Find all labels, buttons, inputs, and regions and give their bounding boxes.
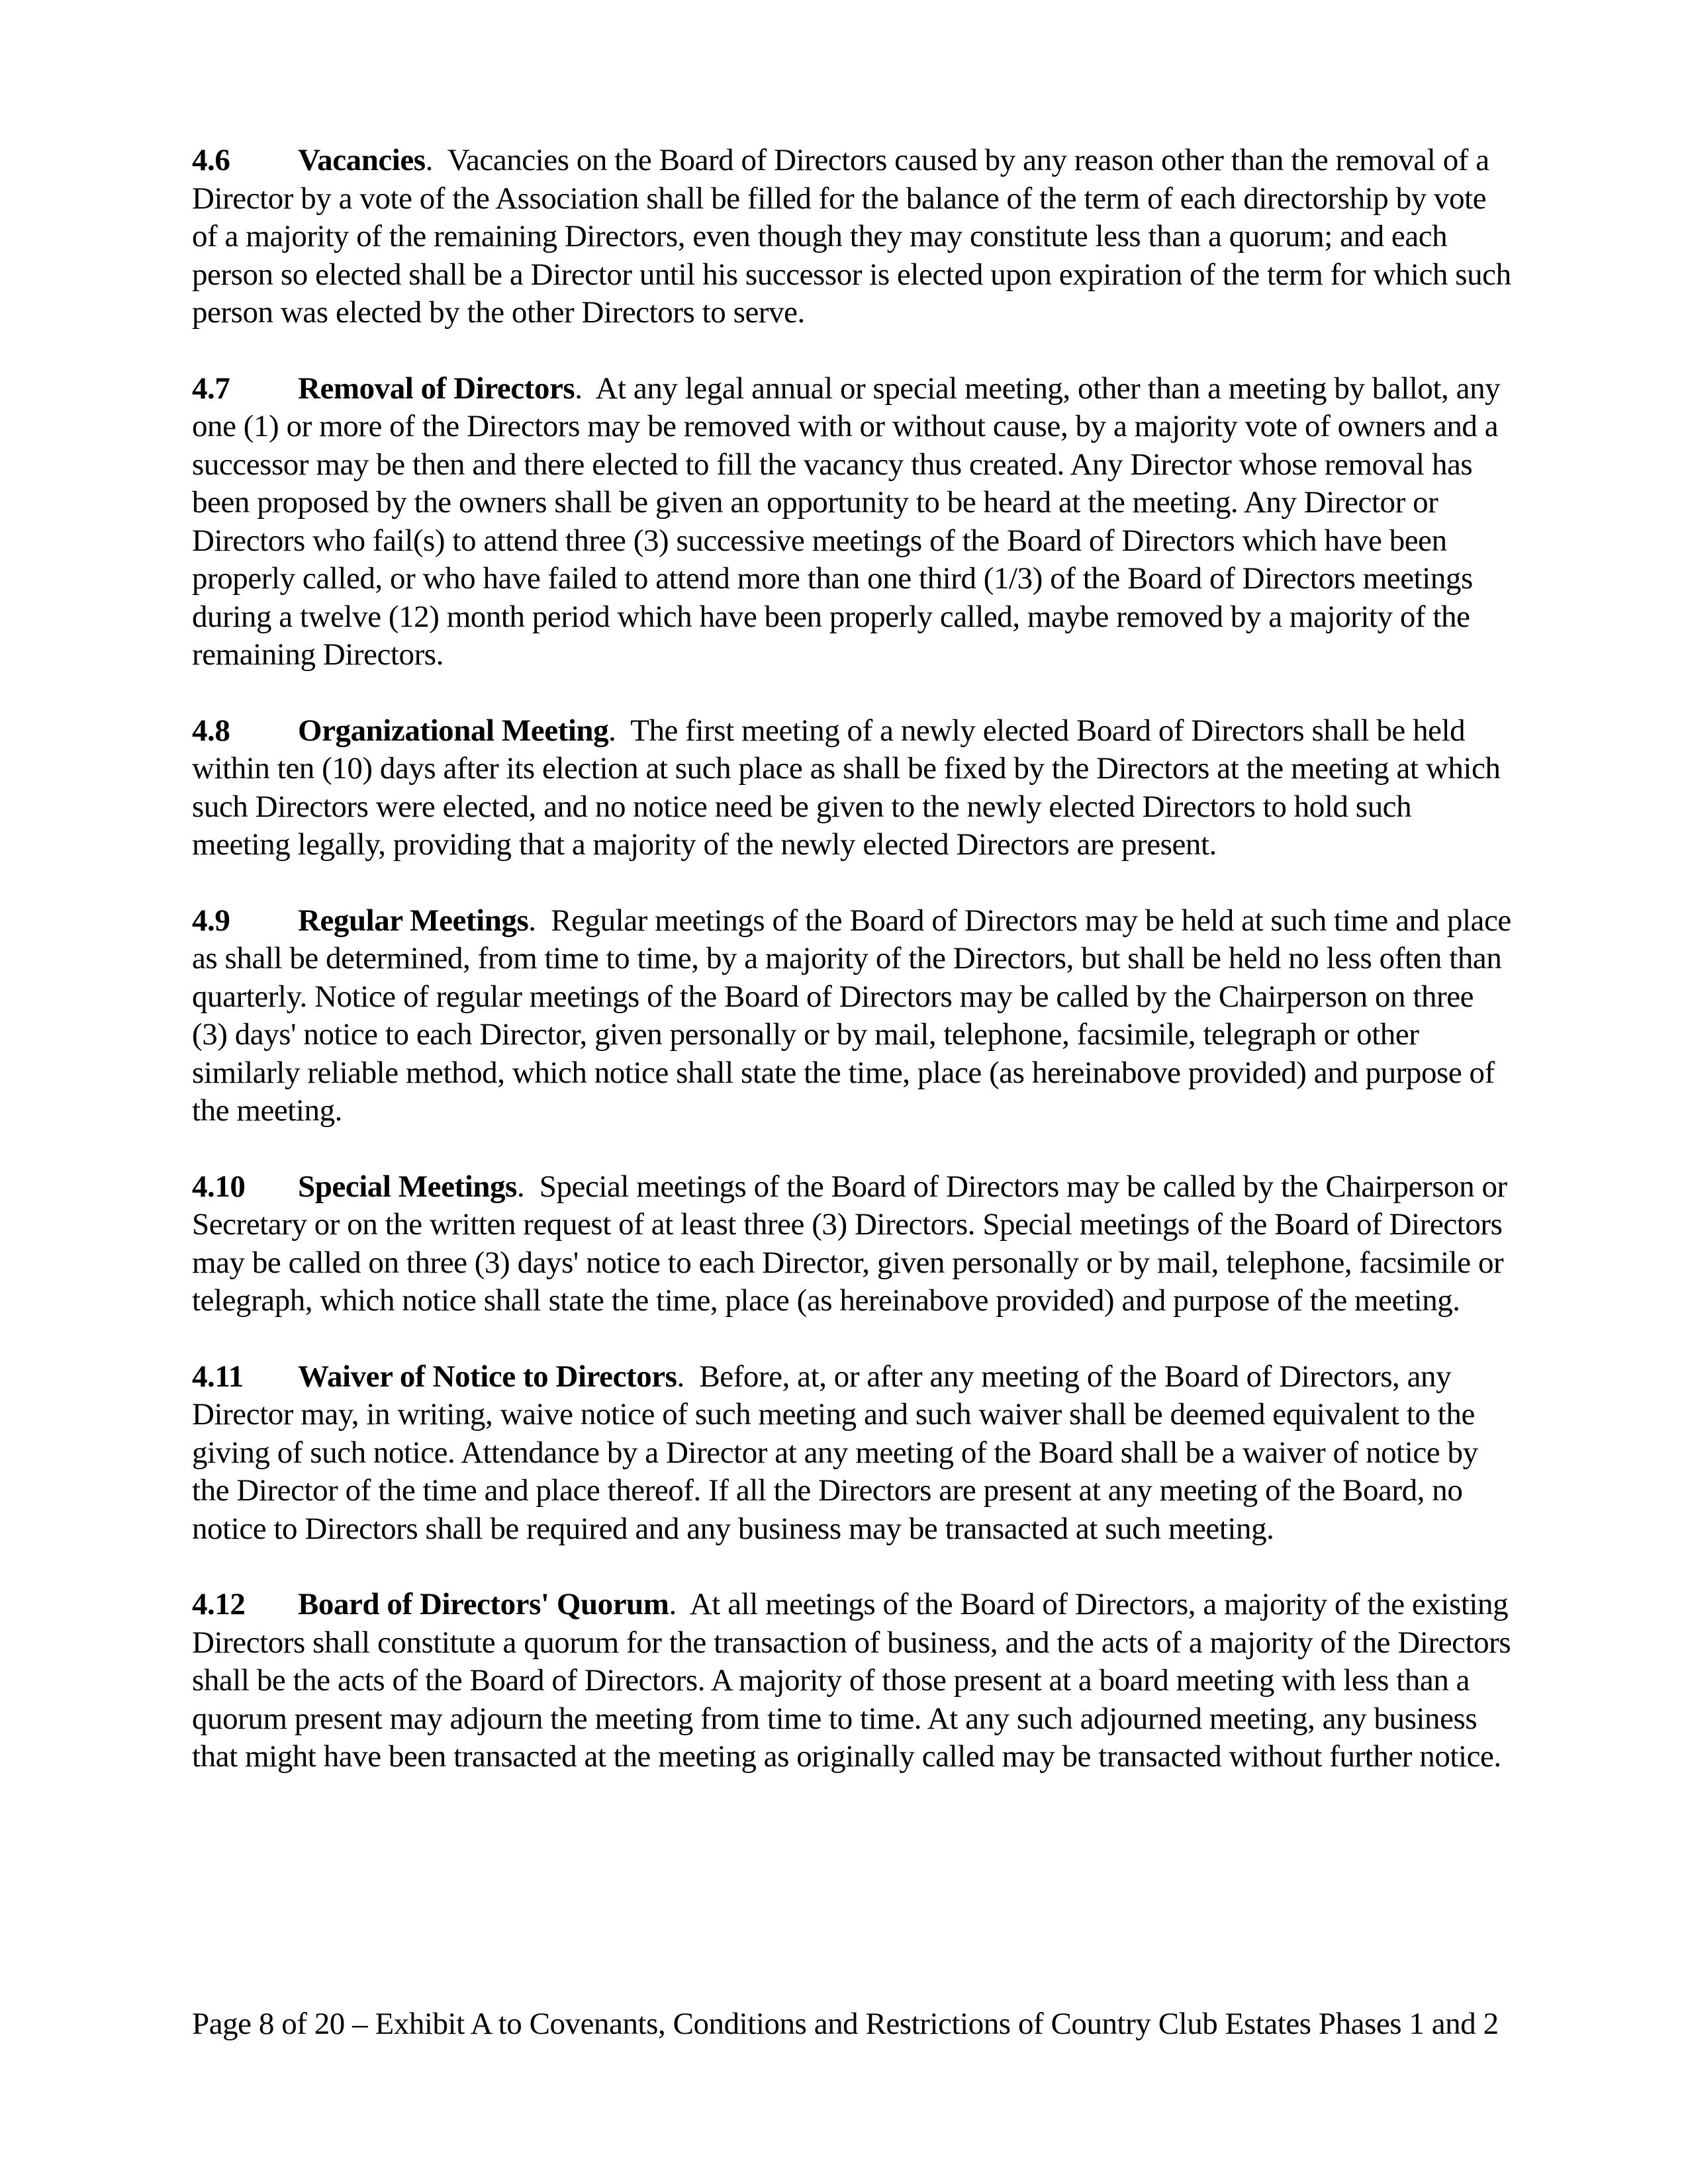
section-text: At all meetings of the Board of Directors, a majority of the existing Directors shall constitute a quorum for the transaction of business, and the acts of a majority of the Directors shall be the acts of the Board of Directors. A majority of those present at a board meeting with less than a quorum present may adjourn the meeting from time to time. At any such adjourned meeting, any business that might have been transacted at the meeting as originally called may be transacted without further notice. (192, 1587, 1511, 1774)
section-number: 4.11 (192, 1359, 244, 1394)
section-text: At any legal annual or special meeting, other than a meeting by ballot, any one (1) or more of the Directors may be removed with or without cause, by a majority vote of owners and a successor may be then and there elected to fill the vacancy thus created. Any Director whose removal has been proposed by the owners shall be given an opportunity to be heard at the meeting. Any Director or Directors who fail(s) to attend three (3) successive meetings of the Board of Directors which have been properly called, or who have failed to attend more than one third (1/3) of the Board of Directors meetings during a twelve (12) month period which have been properly called, maybe removed by a majority of the remaining Directors. (192, 371, 1501, 672)
section-number: 4.6 (192, 143, 230, 177)
section-heading: Special Meetings (298, 1169, 517, 1204)
section-heading: Organizational Meeting (298, 713, 609, 748)
section-text: Vacancies on the Board of Directors caused by any reason other than the removal of a Director by a vote of the Association shall be filled for the balance of the term of each directorship by vote of a majority of the remaining Directors, even though they may constitute less than a quorum; and each person so elected shall be a Director until his successor is elected upon expiration of the term for which such person was elected by the other Directors to serve. (192, 143, 1511, 330)
section-4-7: 4.7 Removal of Directors. At any legal annual or special meeting, other than a meeting by ballot, any one (1) or more of the Directors may be removed with or without cause, by a majority vote of owners and a successor may be then and there elected to fill the vacancy thus created. Any Director whose removal has been proposed by the owners shall be given an opportunity to be heard at the meeting. Any Director or Directors who fail(s) to attend three (3) successive meetings of the Board of Directors which have been properly called, or who have failed to attend more than one third (1/3) of the Board of Directors meetings during a twelve (12) month period which have been properly called, maybe removed by a majority of the remaining Directors. (192, 371, 1501, 672)
section-number: 4.7 (192, 371, 230, 406)
section-number: 4.10 (192, 1169, 246, 1204)
section-4-8: 4.8 Organizational Meeting. The first meeting of a newly elected Board of Directors shall be held within ten (10) days after its election at such place as shall be fixed by the Directors at the meeting at which such Directors were elected, and no notice need be given to the newly elected Directors to hold such meeting legally, providing that a majority of the newly elected Directors are present. (192, 713, 1501, 862)
section-heading: Vacancies (298, 143, 426, 177)
section-heading: Removal of Directors (298, 371, 575, 406)
section-4-11: 4.11 Waiver of Notice to Directors. Before, at, or after any meeting of the Board of Directors, any Director may, in writing, waive notice of such meeting and such waiver shall be deemed equivalent to the giving of such notice. Attendance by a Director at any meeting of the Board shall be a waiver of notice by the Director of the time and place thereof. If all the Directors are present at any meeting of the Board, no notice to Directors shall be required and any business may be transacted at such meeting. (192, 1359, 1478, 1546)
section-heading: Regular Meetings (298, 903, 529, 938)
section-text: The first meeting of a newly elected Board of Directors shall be held within ten (10) days after its election at such place as shall be fixed by the Directors at the meeting at which such Directors were elected, and no notice need be given to the newly elected Directors to hold such meeting legally, providing that a majority of the newly elected Directors are present. (192, 713, 1501, 862)
document-body (192, 142, 1516, 1814)
section-heading: Board of Directors' Quorum (298, 1587, 669, 1621)
section-heading: Waiver of Notice to Directors (298, 1359, 677, 1394)
section-text: Before, at, or after any meeting of the Board of Directors, any Director may, in writing, waive notice of such meeting and such waiver shall be deemed equivalent to the giving of such notice. Attendance by a Director at any meeting of the Board shall be a waiver of notice by the Director of the time and place thereof. If all the Directors are present at any meeting of the Board, no notice to Directors shall be required and any business may be transacted at such meeting. (192, 1359, 1478, 1546)
section-4-6: 4.6 Vacancies. Vacancies on the Board of Directors caused by any reason other than the removal of a Director by a vote of the Association shall be filled for the balance of the term of each directorship by vote of a majority of the remaining Directors, even though they may constitute less than a quorum; and each person so elected shall be a Director until his successor is elected upon expiration of the term for which such person was elected by the other Directors to serve. (192, 143, 1511, 330)
page-footer: Page 8 of 20 – Exhibit A to Covenants, Conditions and Restrictions of Country Club Estates Phases 1 and 2 (192, 2007, 1499, 2041)
section-number: 4.8 (192, 713, 230, 748)
section-4-9: 4.9 Regular Meetings. Regular meetings of the Board of Directors may be held at such time and place as shall be determined, from time to time, by a majority of the Directors, but shall be held no less often than quarterly. Notice of regular meetings of the Board of Directors may be called by the Chairperson on three (3) days' notice to each Director, given personally or by mail, telephone, facsimile, telegraph or other similarly reliable method, which notice shall state the time, place (as hereinabove provided) and purpose of the meeting. (192, 903, 1511, 1128)
section-number: 4.9 (192, 903, 230, 938)
section-text: Regular meetings of the Board of Directors may be held at such time and place as shall be determined, from time to time, by a majority of the Directors, but shall be held no less often than quarterly. Notice of regular meetings of the Board of Directors may be called by the Chairperson on three (3) days' notice to each Director, given personally or by mail, telephone, facsimile, telegraph or other similarly reliable method, which notice shall state the time, place (as hereinabove provided) and purpose of the meeting. (192, 903, 1511, 1128)
section-4-10: 4.10 Special Meetings. Special meetings of the Board of Directors may be called by the Chairperson or Secretary or on the written request of at least three (3) Directors. Special meetings of the Board of Directors may be called on three (3) days' notice to each Director, given personally or by mail, telephone, facsimile or telegraph, which notice shall state the time, place (as hereinabove provided) and purpose of the meeting. (192, 1169, 1507, 1318)
section-number: 4.12 (192, 1587, 246, 1621)
section-4-12: 4.12 Board of Directors' Quorum. At all meetings of the Board of Directors, a majority of the existing Directors shall constitute a quorum for the transaction of business, and the acts of a majority of the Directors shall be the acts of the Board of Directors. A majority of those present at a board meeting with less than a quorum present may adjourn the meeting from time to time. At any such adjourned meeting, any business that might have been transacted at the meeting as originally called may be transacted without further notice. (192, 1587, 1511, 1774)
section-text: Special meetings of the Board of Directors may be called by the Chairperson or Secretary or on the written request of at least three (3) Directors. Special meetings of the Board of Directors may be called on three (3) days' notice to each Director, given personally or by mail, telephone, facsimile or telegraph, which notice shall state the time, place (as hereinabove provided) and purpose of the meeting. (192, 1169, 1507, 1318)
